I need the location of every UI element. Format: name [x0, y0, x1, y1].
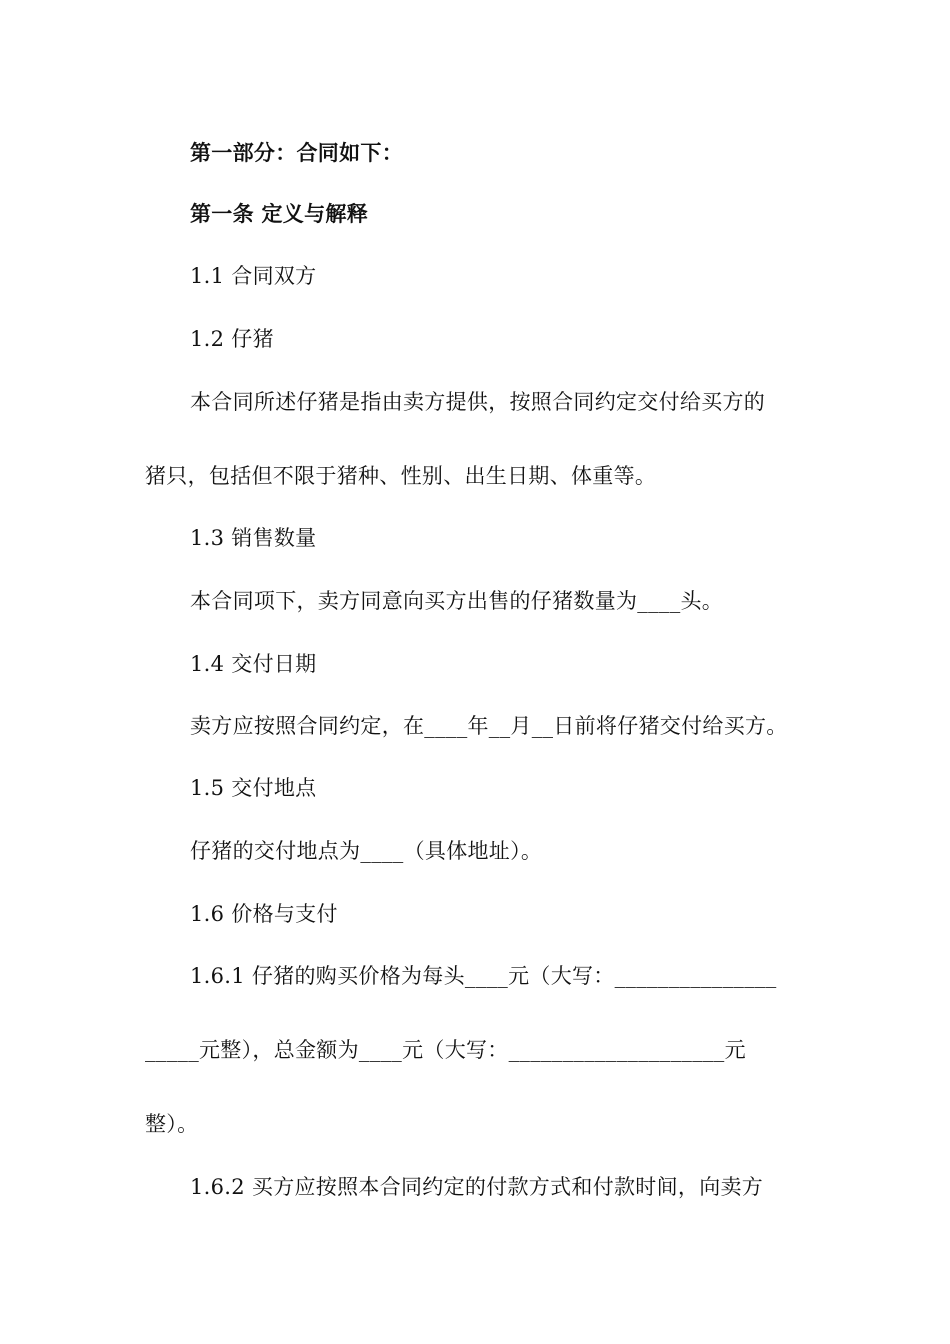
section-1-5-paragraph: 仔猪的交付地点为____（具体地址）。 — [190, 839, 543, 863]
section-1-2-paragraph-line-1: 本合同所述仔猪是指由卖方提供，按照合同约定交付给买方的 — [190, 390, 766, 414]
article-heading: 第一条 定义与解释 — [190, 202, 369, 226]
section-1-3-paragraph: 本合同项下，卖方同意向买方出售的仔猪数量为____头。 — [190, 589, 724, 613]
section-1-5-heading: 1.5 交付地点 — [190, 776, 317, 800]
section-1-6-1-line-2: _____元整），总金额为____元（大写：____________________元 — [145, 1038, 746, 1062]
section-1-2-paragraph-line-2: 猪只，包括但不限于猪种、性别、出生日期、体重等。 — [145, 464, 657, 488]
section-1-4-heading: 1.4 交付日期 — [190, 652, 317, 676]
section-1-1-heading: 1.1 合同双方 — [190, 264, 317, 288]
section-1-4-paragraph: 卖方应按照合同约定，在____年__月__日前将仔猪交付给买方。 — [190, 714, 788, 738]
section-1-2-heading: 1.2 仔猪 — [190, 327, 274, 351]
section-1-6-1-line-3: 整）。 — [145, 1112, 199, 1136]
part-heading: 第一部分：合同如下： — [190, 141, 403, 165]
section-1-6-1-line-1: 1.6.1 仔猪的购买价格为每头____元（大写：_______________ — [190, 964, 777, 988]
section-1-6-2-line-1: 1.6.2 买方应按照本合同约定的付款方式和付款时间，向卖方 — [190, 1175, 764, 1199]
section-1-6-heading: 1.6 价格与支付 — [190, 902, 338, 926]
section-1-3-heading: 1.3 销售数量 — [190, 526, 317, 550]
